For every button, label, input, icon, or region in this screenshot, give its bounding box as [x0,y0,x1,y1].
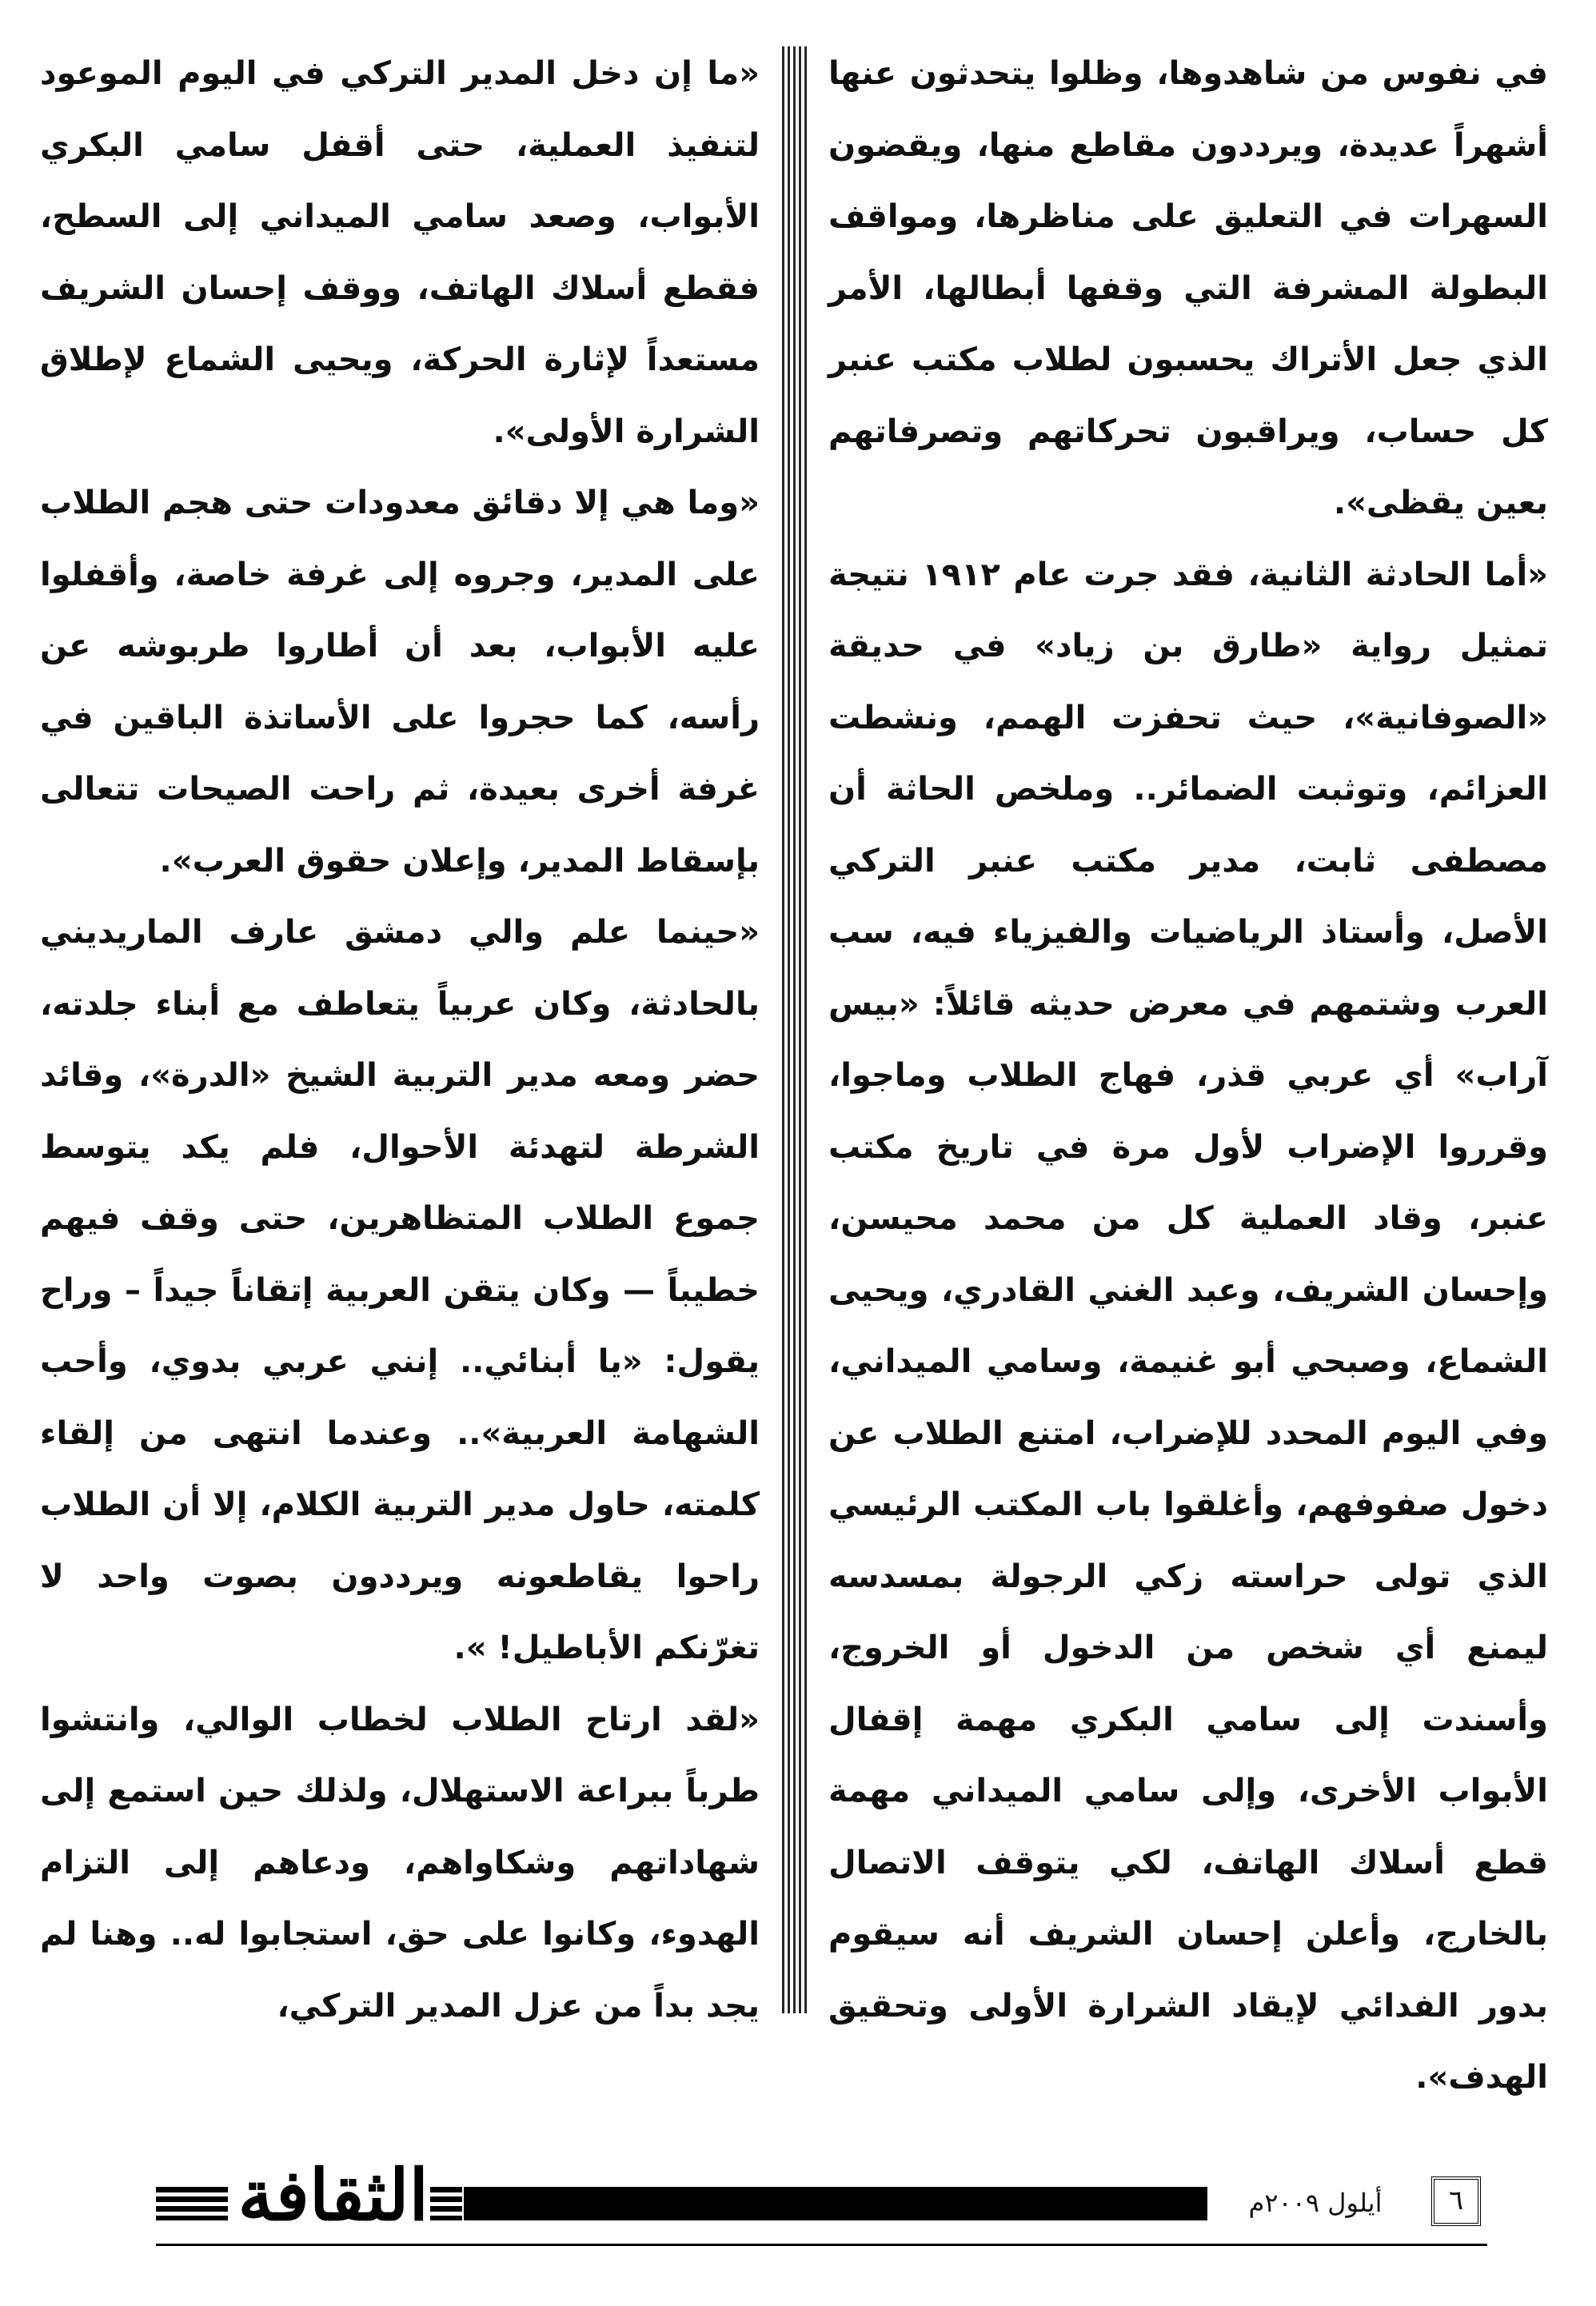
paragraph: «وما هي إلا دقائق معدودات حتى هجم الطلاب على المدير، وجروه إلى غرفة خاصة، وأقفلوا عليه الأبواب، بعد أن أطاروا طربوشه عن رأسه، كما حجروا على الأساتذة الباقين في غرفة أخرى بعيدة، ثم راحت الصيحات تتعالى بإسقاط المدير، وإعلان حقوق العرب». [40,485,760,880]
column-divider [782,46,814,2013]
text-column-right [828,38,1549,2096]
paragraph: «ما إن دخل المدير التركي في اليوم الموعود لتنفيذ العملية، حتى أقفل سامي البكري الأبواب، وصعد سامي الميداني إلى السطح، فقطع أسلاك الهاتف، ووقف إحسان الشريف مستعداً لإثارة الحركة، ويحيى الشماع لإطلاق الشرارة الأولى». [40,55,760,450]
footer-rule [156,2244,1487,2246]
issue-date: أيلول ٢٠٠٩م [1248,2188,1383,2218]
page-number: ٦ [1431,2176,1481,2226]
paragraph: «لقد ارتاح الطلاب لخطاب الوالي، وانتشوا طرباً ببراعة الاستهلال، ولذلك حين استمع إلى شهاداتهم وشكاواهم، ودعاهم إلى التزام الهدوء، وكانوا على حق، استجابوا له.. وهنا لم يجد بداً من عزل المدير التركي، [40,1701,760,2025]
text-column-left [40,38,760,2085]
paragraph: «حينما علم والي دمشق عارف الماريديني بالحادثة، وكان عربياً يتعاطف مع أبناء جلدته، حضر ومعه مدير التربية الشيخ «الدرة»، وقائد الشرطة لتهدئة الأحوال، فلم يكد يتوسط جموع الطلاب المتظاهرين، حتى وقف فيهم خطيباً — وكان يتقن العربية إتقاناً جيداً – وراح يقول: «يا أبنائي.. إنني عربي بدوي، وأحب الشهامة العربية».. وعندما انتهى من إلقاء كلمته، حاول مدير التربية الكلام، إلا أن الطلاب راحوا يقاطعونه ويرددون بصوت واحد لا تغرّنكم الأباطيل! ». [40,914,760,1666]
footer-stripes-left [156,2187,228,2220]
paragraph: في نفوس من شاهدوها، وظلوا يتحدثون عنها أشهراً عديدة، ويرددون مقاطع منها، ويقضون السهرات في التعليق على مناظرها، ومواقف البطولة المشرفة التي وقفها أبطالها، الأمر الذي جعل الأتراك يحسبون لطلاب مكتب عنبر كل حساب، ويراقبون تحركاتهم وتصرفاتهم بعين يقظى». [828,55,1548,521]
paragraph: «أما الحادثة الثانية، فقد جرت عام ١٩١٢ نتيجة تمثيل رواية «طارق بن زياد» في حديقة «الصوفانية»، حيث تحفزت الهمم، ونشطت العزائم، وتوثبت الضمائر.. وملخص الحاثة أن مصطفى ثابت، مدير مكتب عنبر التركي الأصل، وأستاذ الرياضيات والفيزياء فيه، سب العرب وشتمهم في معرض حديثه قائلاً: «بيس آراب» أي عربي قذر، فهاج الطلاب وماجوا، وقرروا الإضراب لأول مرة في تاريخ مكتب عنبر، وقاد العملية كل من محمد محيسن، وإحسان الشريف، وعبد الغني القادري، ويحيى الشماع، وصبحي أبو غنيمة، وسامي الميداني، وفي اليوم المحدد للإضراب، امتنع الطلاب عن دخول صفوفهم، وأغلقوا باب المكتب الرئيسي الذي تولى حراسته زكي الرجولة بمسدسه ليمنع أي شخص من الدخول أو الخروج، وأسندت إلى سامي البكري مهمة إقفال الأبواب الأخرى، وإلى سامي الميداني مهمة قطع أسلاك الهاتف، لكي يتوقف الاتصال بالخارج، وأعلن إحسان الشريف أنه سيقوم بدور الفدائي لإيقاد الشرارة الأولى وتحقيق الهدف». [828,556,1549,2096]
footer-bar [464,2187,1207,2220]
footer-stripes-mid [430,2187,462,2220]
magazine-logo: الثقافة [237,2153,429,2236]
